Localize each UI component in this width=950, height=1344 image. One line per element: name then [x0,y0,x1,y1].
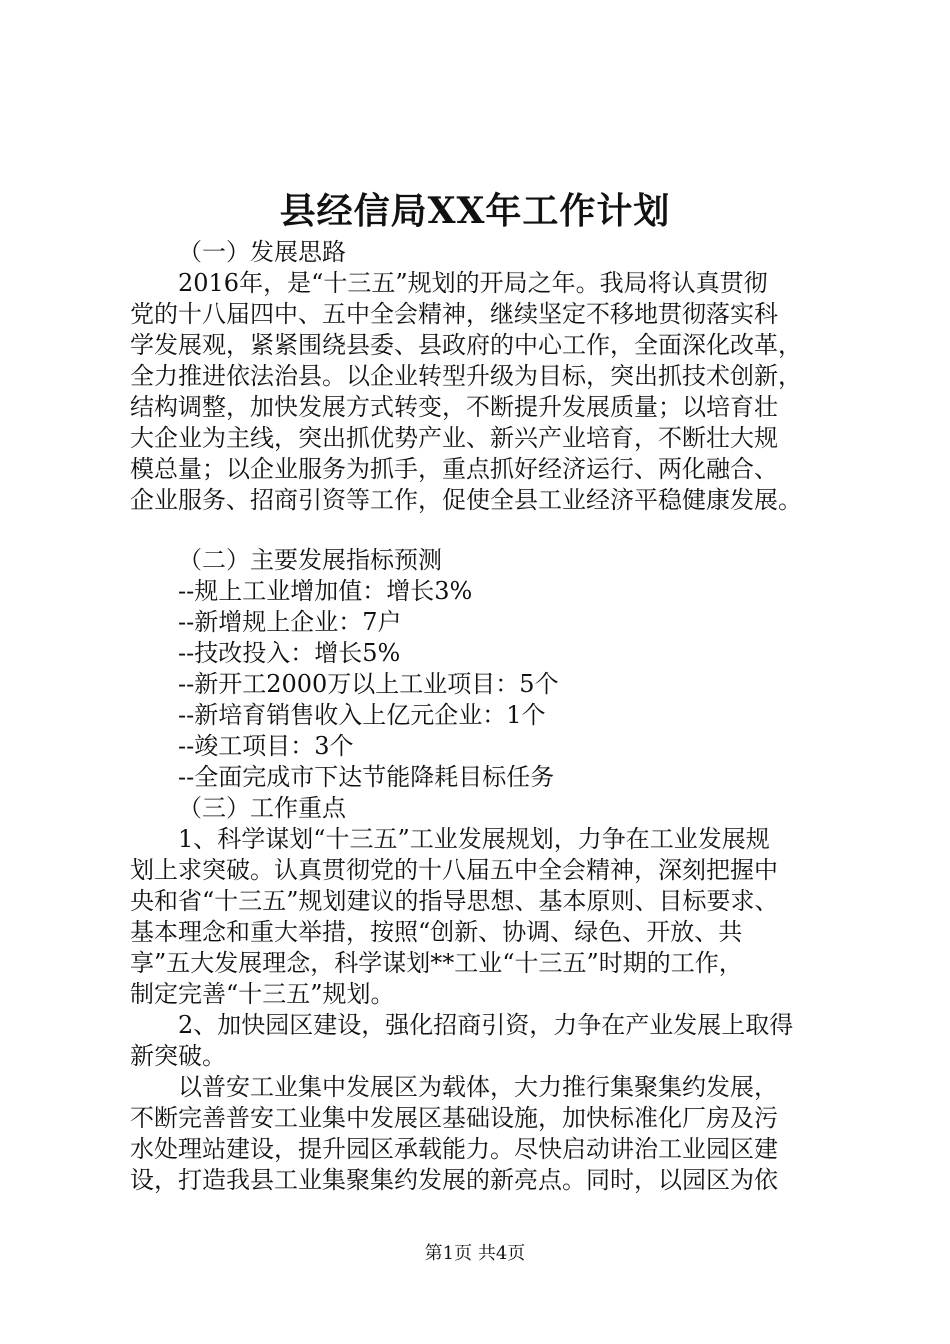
section-heading-3: （三）工作重点 [178,794,346,822]
paragraph-line: 央和省“十三五”规划建议的指导思想、基本原则、目标要求、 [130,887,779,915]
section-heading-1: （一）发展思路 [178,238,346,266]
paragraph-line: 2、加快园区建设，强化招商引资，力争在产业发展上取得 [178,1011,794,1039]
indicator-item: --新增规上企业：7户 [178,608,402,636]
section-heading-2: （二）主要发展指标预测 [178,546,442,574]
paragraph-line: 制定完善“十三五”规划。 [130,980,395,1008]
paragraph-line: 全力推进依法治县。以企业转型升级为目标，突出抓技术创新， [130,362,802,390]
paragraph-line: 企业服务、招商引资等工作，促使全县工业经济平稳健康发展。 [130,486,802,514]
paragraph-line: 以普安工业集中发展区为载体，大力推行集聚集约发展， [178,1073,778,1101]
indicator-item: --技改投入：增长5% [178,639,401,667]
indicator-item: --竣工项目：3个 [178,732,354,760]
paragraph-line: 享”五大发展理念，科学谋划**工业“十三五”时期的工作， [130,949,743,977]
paragraph-line: 新突破。 [130,1042,226,1070]
indicator-item: --全面完成市下达节能降耗目标任务 [178,763,555,791]
paragraph-line: 模总量；以企业服务为抓手，重点抓好经济运行、两化融合、 [130,455,778,483]
paragraph-line: 水处理站建设，提升园区承载能力。尽快启动讲治工业园区建 [130,1135,778,1163]
paragraph-line: 设，打造我县工业集聚集约发展的新亮点。同时，以园区为依 [130,1166,778,1194]
paragraph-line: 1、科学谋划“十三五”工业发展规划，力争在工业发展规 [178,825,770,853]
document-title: 县经信局XX年工作计划 [279,190,671,232]
paragraph-line: 学发展观，紧紧围绕县委、县政府的中心工作，全面深化改革， [130,331,802,359]
paragraph-line: 2016年，是“十三五”规划的开局之年。我局将认真贯彻 [178,269,768,297]
paragraph-line: 大企业为主线，突出抓优势产业、新兴产业培育，不断壮大规 [130,424,778,452]
paragraph-line: 党的十八届四中、五中全会精神，继续坚定不移地贯彻落实科 [130,300,778,328]
indicator-item: --新开工2000万以上工业项目：5个 [178,670,559,698]
paragraph-line: 划上求突破。认真贯彻党的十八届五中全会精神，深刻把握中 [130,856,778,884]
paragraph-line: 不断完善普安工业集中发展区基础设施，加快标准化厂房及污 [130,1104,778,1132]
paragraph-line: 基本理念和重大举措，按照“创新、协调、绿色、开放、共 [130,918,743,946]
indicator-item: --规上工业增加值：增长3% [178,577,473,605]
paragraph-line: 结构调整，加快发展方式转变，不断提升发展质量；以培育壮 [130,393,778,421]
page-footer: 第1页 共4页 [424,1243,526,1264]
indicator-item: --新培育销售收入上亿元企业：1个 [178,701,546,729]
